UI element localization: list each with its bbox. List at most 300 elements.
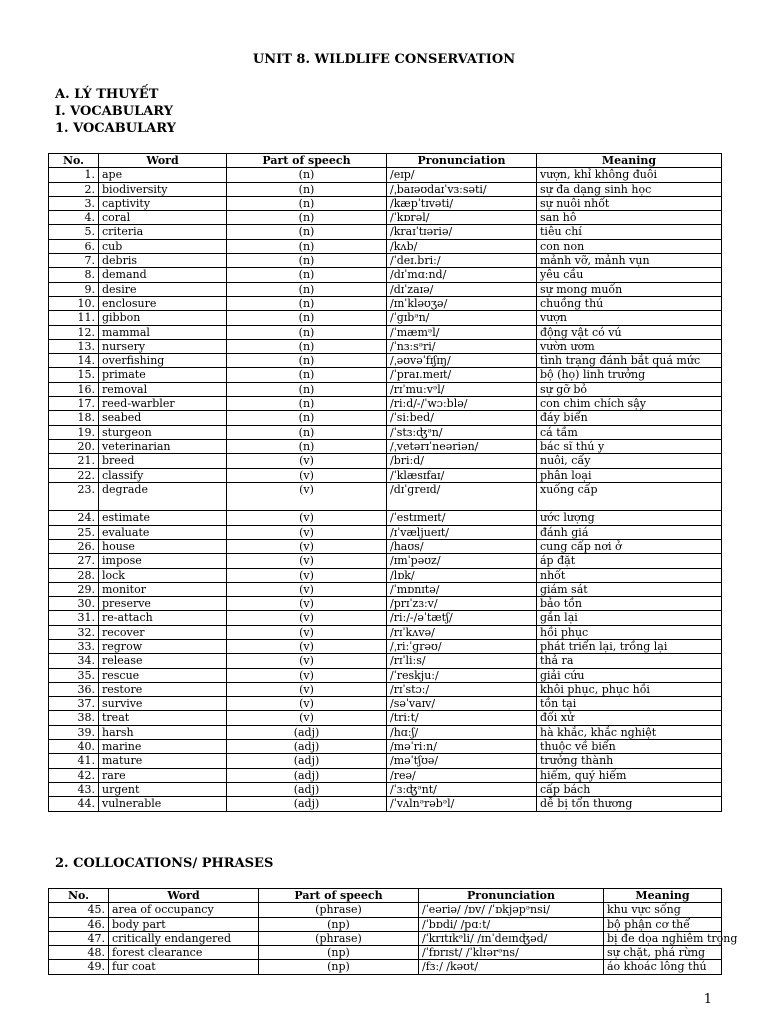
cell-word: biodiversity	[99, 182, 227, 196]
cell-pronunciation: /prɪˈzɜːv/	[387, 597, 537, 611]
table-row	[49, 582, 722, 596]
cell-pronunciation: /ˌvetərɪˈneəriən/	[387, 439, 537, 453]
cell-meaning: bị đe dọa nghiêm trọng	[604, 931, 722, 945]
table-row	[49, 917, 722, 931]
cell-word: debris	[99, 254, 227, 268]
cell-pronunciation: /ˈmɒnɪtə/	[387, 582, 537, 596]
cell-pronunciation: /dɪˈmɑːnd/	[387, 268, 537, 282]
cell-word: desire	[99, 282, 227, 296]
cell-meaning: vượn, khỉ không đuôi	[537, 168, 722, 182]
cell-no: 9.	[49, 282, 99, 296]
cell-meaning: sự mong muốn	[537, 282, 722, 296]
cell-pronunciation: /məˈriːn/	[387, 740, 537, 754]
cell-meaning: yêu cầu	[537, 268, 722, 282]
cell-meaning: bảo tồn	[537, 597, 722, 611]
cell-no: 34.	[49, 654, 99, 668]
header-meaning: Meaning	[537, 154, 722, 168]
cell-part-of-speech: (adj)	[227, 768, 387, 782]
table-row	[49, 296, 722, 310]
table-row	[49, 182, 722, 196]
cell-word: body part	[109, 917, 259, 931]
cell-no: 42.	[49, 768, 99, 782]
header-no: No.	[49, 889, 109, 903]
cell-part-of-speech: (n)	[227, 382, 387, 396]
cell-no: 7.	[49, 254, 99, 268]
cell-pronunciation: /ˈɜːʤᵊnt/	[387, 782, 537, 796]
cell-part-of-speech: (v)	[227, 611, 387, 625]
cell-part-of-speech: (v)	[227, 711, 387, 725]
cell-meaning: trưởng thành	[537, 754, 722, 768]
cell-pronunciation: /briːd/	[387, 454, 537, 468]
cell-no: 26.	[49, 539, 99, 553]
vocabulary-table	[48, 153, 722, 812]
page-number: 1	[703, 992, 712, 1007]
cell-pronunciation: /ˈbɒdi/ /pɑːt/	[419, 917, 604, 931]
table-row	[49, 354, 722, 368]
cell-pronunciation: /ˈeəriə/ /ɒv/ /ˈɒkjəpᵊnsi/	[419, 903, 604, 917]
cell-part-of-speech: (v)	[227, 668, 387, 682]
cell-part-of-speech: (np)	[259, 946, 419, 960]
cell-no: 31.	[49, 611, 99, 625]
cell-part-of-speech: (n)	[227, 311, 387, 325]
table-row	[49, 339, 722, 353]
table-header-row	[49, 889, 722, 903]
cell-pronunciation: /ˈnɜːsᵊri/	[387, 339, 537, 353]
cell-word: overfishing	[99, 354, 227, 368]
cell-meaning: cung cấp nơi ở	[537, 539, 722, 553]
cell-pronunciation: /ˈfɒrɪst/ /ˈklɪərᵊns/	[419, 946, 604, 960]
cell-word: lock	[99, 568, 227, 582]
cell-pronunciation: /ˌbaɪəʊdaɪˈvɜːsəti/	[387, 182, 537, 196]
table-row	[49, 640, 722, 654]
cell-word: demand	[99, 268, 227, 282]
cell-meaning: cấp bách	[537, 782, 722, 796]
table-row	[49, 368, 722, 382]
table-row	[49, 168, 722, 182]
cell-meaning: gắn lại	[537, 611, 722, 625]
cell-meaning: mảnh vỡ, mảnh vụn	[537, 254, 722, 268]
cell-part-of-speech: (n)	[227, 268, 387, 282]
cell-part-of-speech: (v)	[227, 697, 387, 711]
cell-meaning: vườn ươm	[537, 339, 722, 353]
cell-pronunciation: /ˌriːˈɡrəʊ/	[387, 640, 537, 654]
cell-word: enclosure	[99, 296, 227, 310]
cell-no: 22.	[49, 468, 99, 482]
cell-no: 43.	[49, 782, 99, 796]
cell-part-of-speech: (v)	[227, 582, 387, 596]
cell-no: 32.	[49, 625, 99, 639]
table-row	[49, 668, 722, 682]
cell-word: rescue	[99, 668, 227, 682]
table-row	[49, 740, 722, 754]
cell-meaning: sự chặt, phá rừng	[604, 946, 722, 960]
cell-part-of-speech: (n)	[227, 282, 387, 296]
cell-part-of-speech: (v)	[227, 468, 387, 482]
cell-part-of-speech: (v)	[227, 682, 387, 696]
cell-meaning: thuộc về biển	[537, 740, 722, 754]
cell-part-of-speech: (v)	[227, 454, 387, 468]
cell-word: regrow	[99, 640, 227, 654]
cell-part-of-speech: (n)	[227, 254, 387, 268]
cell-part-of-speech: (v)	[227, 640, 387, 654]
table-header-row	[49, 154, 722, 168]
cell-meaning: đối xử	[537, 711, 722, 725]
cell-no: 18.	[49, 411, 99, 425]
cell-word: preserve	[99, 597, 227, 611]
cell-pronunciation: /səˈvaɪv/	[387, 697, 537, 711]
cell-no: 10.	[49, 296, 99, 310]
cell-part-of-speech: (v)	[227, 625, 387, 639]
cell-meaning: hồi phục	[537, 625, 722, 639]
cell-no: 6.	[49, 239, 99, 253]
cell-part-of-speech: (n)	[227, 239, 387, 253]
cell-meaning: khôi phục, phục hồi	[537, 682, 722, 696]
cell-no: 46.	[49, 917, 109, 931]
cell-part-of-speech: (n)	[227, 296, 387, 310]
cell-word: veterinarian	[99, 439, 227, 453]
cell-pronunciation: /ˈkrɪtɪkᵊli/ /ɪnˈdeɪnʤəd/	[419, 931, 604, 945]
table-row	[49, 211, 722, 225]
cell-meaning: con non	[537, 239, 722, 253]
cell-no: 28.	[49, 568, 99, 582]
cell-part-of-speech: (n)	[227, 354, 387, 368]
cell-word: criteria	[99, 225, 227, 239]
cell-meaning: đáy biển	[537, 411, 722, 425]
cell-pronunciation: /dɪˈzaɪə/	[387, 282, 537, 296]
cell-meaning: sự đa dạng sinh học	[537, 182, 722, 196]
table-row	[49, 411, 722, 425]
cell-meaning: bác sĩ thú y	[537, 439, 722, 453]
cell-no: 14.	[49, 354, 99, 368]
table-row	[49, 439, 722, 453]
table-row	[49, 711, 722, 725]
cell-part-of-speech: (n)	[227, 397, 387, 411]
cell-part-of-speech: (v)	[227, 554, 387, 568]
cell-part-of-speech: (n)	[227, 325, 387, 339]
cell-pronunciation: /məˈtʃʊə/	[387, 754, 537, 768]
cell-pronunciation: /ˈestɪmeɪt/	[387, 511, 537, 525]
table-row	[49, 525, 722, 539]
cell-word: vulnerable	[99, 797, 227, 811]
table-row	[49, 311, 722, 325]
cell-part-of-speech: (v)	[227, 482, 387, 511]
cell-no: 20.	[49, 439, 99, 453]
cell-pronunciation: /ˈɡɪbᵊn/	[387, 311, 537, 325]
cell-no: 33.	[49, 640, 99, 654]
header-meaning: Meaning	[604, 889, 722, 903]
cell-word: critically endangered	[109, 931, 259, 945]
cell-word: estimate	[99, 511, 227, 525]
cell-word: impose	[99, 554, 227, 568]
cell-pronunciation: /rɪˈstɔː/	[387, 682, 537, 696]
cell-word: fur coat	[109, 960, 259, 974]
cell-word: gibbon	[99, 311, 227, 325]
table-row	[49, 196, 722, 210]
cell-meaning: nhốt	[537, 568, 722, 582]
cell-word: rare	[99, 768, 227, 782]
cell-no: 47.	[49, 931, 109, 945]
cell-no: 16.	[49, 382, 99, 396]
cell-word: mammal	[99, 325, 227, 339]
cell-no: 11.	[49, 311, 99, 325]
cell-no: 25.	[49, 525, 99, 539]
cell-no: 44.	[49, 797, 99, 811]
cell-pronunciation: /eɪp/	[387, 168, 537, 182]
table-row	[49, 797, 722, 811]
cell-no: 45.	[49, 903, 109, 917]
cell-no: 38.	[49, 711, 99, 725]
table-row	[49, 903, 722, 917]
cell-word: evaluate	[99, 525, 227, 539]
cell-part-of-speech: (n)	[227, 182, 387, 196]
cell-word: nursery	[99, 339, 227, 353]
cell-no: 13.	[49, 339, 99, 353]
cell-pronunciation: /kraɪˈtɪəriə/	[387, 225, 537, 239]
cell-word: cub	[99, 239, 227, 253]
cell-word: restore	[99, 682, 227, 696]
cell-meaning: giám sát	[537, 582, 722, 596]
cell-pronunciation: /ɪmˈpəʊz/	[387, 554, 537, 568]
table-row	[49, 682, 722, 696]
header-word: Word	[99, 154, 227, 168]
table-row	[49, 725, 722, 739]
cell-meaning: đánh giá	[537, 525, 722, 539]
table-row	[49, 382, 722, 396]
cell-part-of-speech: (v)	[227, 597, 387, 611]
cell-no: 4.	[49, 211, 99, 225]
cell-word: forest clearance	[109, 946, 259, 960]
cell-meaning: nuôi, cấy	[537, 454, 722, 468]
cell-no: 23.	[49, 482, 99, 511]
cell-meaning: cá tầm	[537, 425, 722, 439]
cell-no: 19.	[49, 425, 99, 439]
cell-part-of-speech: (adj)	[227, 797, 387, 811]
cell-part-of-speech: (v)	[227, 654, 387, 668]
table-row	[49, 625, 722, 639]
table-row	[49, 654, 722, 668]
cell-no: 8.	[49, 268, 99, 282]
cell-word: sturgeon	[99, 425, 227, 439]
cell-pronunciation: /ˈmæmᵊl/	[387, 325, 537, 339]
table-row	[49, 239, 722, 253]
cell-meaning: phát triển lại, trồng lại	[537, 640, 722, 654]
cell-part-of-speech: (n)	[227, 411, 387, 425]
cell-part-of-speech: (n)	[227, 339, 387, 353]
cell-word: area of occupancy	[109, 903, 259, 917]
cell-part-of-speech: (adj)	[227, 725, 387, 739]
section-i-heading: I. VOCABULARY	[55, 104, 173, 119]
cell-part-of-speech: (adj)	[227, 782, 387, 796]
table-row	[49, 254, 722, 268]
header-no: No.	[49, 154, 99, 168]
section-1-heading: 1. VOCABULARY	[55, 121, 176, 136]
cell-no: 27.	[49, 554, 99, 568]
cell-pronunciation: /rɪˈkʌvə/	[387, 625, 537, 639]
cell-meaning: sự nuôi nhốt	[537, 196, 722, 210]
cell-part-of-speech: (np)	[259, 960, 419, 974]
cell-meaning: ước lượng	[537, 511, 722, 525]
cell-word: urgent	[99, 782, 227, 796]
table-row	[49, 397, 722, 411]
cell-part-of-speech: (v)	[227, 511, 387, 525]
cell-part-of-speech: (n)	[227, 225, 387, 239]
cell-pronunciation: /ˈkɒrəl/	[387, 211, 537, 225]
cell-no: 17.	[49, 397, 99, 411]
cell-pronunciation: /ˈpraɪ.meɪt/	[387, 368, 537, 382]
cell-pronunciation: /ɪnˈkləʊʒə/	[387, 296, 537, 310]
header-pronunciation: Pronunciation	[419, 889, 604, 903]
table-row	[49, 454, 722, 468]
cell-pronunciation: /ˌəʊvəˈfɪʃɪŋ/	[387, 354, 537, 368]
cell-word: captivity	[99, 196, 227, 210]
cell-no: 41.	[49, 754, 99, 768]
table-row	[49, 554, 722, 568]
cell-part-of-speech: (n)	[227, 368, 387, 382]
table-row	[49, 946, 722, 960]
table-row	[49, 225, 722, 239]
table-row	[49, 931, 722, 945]
cell-part-of-speech: (phrase)	[259, 931, 419, 945]
cell-pronunciation: /kʌb/	[387, 239, 537, 253]
table-row	[49, 268, 722, 282]
cell-pronunciation: /ˈsiːbed/	[387, 411, 537, 425]
header-pronunciation: Pronunciation	[387, 154, 537, 168]
cell-pronunciation: /lɒk/	[387, 568, 537, 582]
cell-pronunciation: /ˈklæsɪfaɪ/	[387, 468, 537, 482]
cell-word: seabed	[99, 411, 227, 425]
cell-meaning: chuồng thú	[537, 296, 722, 310]
cell-part-of-speech: (np)	[259, 917, 419, 931]
cell-no: 37.	[49, 697, 99, 711]
cell-no: 12.	[49, 325, 99, 339]
cell-word: re-attach	[99, 611, 227, 625]
cell-part-of-speech: (adj)	[227, 754, 387, 768]
cell-part-of-speech: (n)	[227, 168, 387, 182]
cell-part-of-speech: (n)	[227, 196, 387, 210]
cell-meaning: hà khắc, khắc nghiệt	[537, 725, 722, 739]
cell-part-of-speech: (v)	[227, 539, 387, 553]
cell-meaning: tồn tại	[537, 697, 722, 711]
cell-part-of-speech: (v)	[227, 568, 387, 582]
cell-word: coral	[99, 211, 227, 225]
cell-meaning: thả ra	[537, 654, 722, 668]
cell-word: monitor	[99, 582, 227, 596]
cell-word: degrade	[99, 482, 227, 511]
cell-word: removal	[99, 382, 227, 396]
cell-meaning: khu vực sống	[604, 903, 722, 917]
cell-meaning: vượn	[537, 311, 722, 325]
cell-no: 5.	[49, 225, 99, 239]
cell-word: release	[99, 654, 227, 668]
cell-meaning: con chim chích sậy	[537, 397, 722, 411]
cell-no: 15.	[49, 368, 99, 382]
table-row	[49, 697, 722, 711]
cell-pronunciation: /hɑːʃ/	[387, 725, 537, 739]
table-row	[49, 960, 722, 974]
cell-word: marine	[99, 740, 227, 754]
page-title: UNIT 8. WILDLIFE CONSERVATION	[252, 52, 516, 67]
table-row	[49, 611, 722, 625]
cell-meaning: động vật có vú	[537, 325, 722, 339]
cell-part-of-speech: (n)	[227, 439, 387, 453]
cell-meaning: hiếm, quý hiếm	[537, 768, 722, 782]
cell-pronunciation: /rɪˈmuːvᵊl/	[387, 382, 537, 396]
cell-pronunciation: /ˈstɜːʤᵊn/	[387, 425, 537, 439]
cell-word: recover	[99, 625, 227, 639]
cell-no: 36.	[49, 682, 99, 696]
cell-part-of-speech: (adj)	[227, 740, 387, 754]
cell-word: harsh	[99, 725, 227, 739]
cell-pronunciation: /riː/-/əˈtætʃ/	[387, 611, 537, 625]
cell-part-of-speech: (v)	[227, 525, 387, 539]
cell-meaning: san hô	[537, 211, 722, 225]
cell-meaning: phân loại	[537, 468, 722, 482]
cell-pronunciation: /dɪˈɡreɪd/	[387, 482, 537, 511]
cell-no: 3.	[49, 196, 99, 210]
cell-meaning: áo khoác lông thú	[604, 960, 722, 974]
cell-meaning: dễ bị tổn thương	[537, 797, 722, 811]
cell-no: 2.	[49, 182, 99, 196]
table-row	[49, 482, 722, 511]
table-row	[49, 539, 722, 553]
table-row	[49, 782, 722, 796]
cell-meaning: sự gỡ bỏ	[537, 382, 722, 396]
cell-part-of-speech: (n)	[227, 425, 387, 439]
cell-no: 21.	[49, 454, 99, 468]
cell-meaning: bộ (họ) linh trưởng	[537, 368, 722, 382]
table-row	[49, 768, 722, 782]
cell-part-of-speech: (phrase)	[259, 903, 419, 917]
header-part-of-speech: Part of speech	[227, 154, 387, 168]
vocabulary-table-body	[49, 168, 722, 811]
table-row	[49, 597, 722, 611]
cell-pronunciation: /ˈdeɪ.briː/	[387, 254, 537, 268]
table-row	[49, 568, 722, 582]
table-row	[49, 425, 722, 439]
cell-word: reed-warbler	[99, 397, 227, 411]
cell-no: 39.	[49, 725, 99, 739]
cell-pronunciation: /haʊs/	[387, 539, 537, 553]
cell-no: 1.	[49, 168, 99, 182]
cell-meaning: tình trạng đánh bắt quá mức	[537, 354, 722, 368]
cell-no: 40.	[49, 740, 99, 754]
table-row	[49, 754, 722, 768]
cell-word: ape	[99, 168, 227, 182]
cell-no: 30.	[49, 597, 99, 611]
collocations-table	[48, 888, 738, 975]
cell-word: primate	[99, 368, 227, 382]
cell-word: mature	[99, 754, 227, 768]
header-word: Word	[109, 889, 259, 903]
cell-pronunciation: /rɪˈliːs/	[387, 654, 537, 668]
cell-word: classify	[99, 468, 227, 482]
cell-word: breed	[99, 454, 227, 468]
cell-pronunciation: /ˈreskjuː/	[387, 668, 537, 682]
cell-meaning: tiêu chí	[537, 225, 722, 239]
table-row	[49, 511, 722, 525]
cell-part-of-speech: (n)	[227, 211, 387, 225]
cell-meaning: bộ phận cơ thể	[604, 917, 722, 931]
cell-meaning: xuống cấp	[537, 482, 722, 511]
cell-pronunciation: /ɪˈvæljueɪt/	[387, 525, 537, 539]
cell-meaning: giải cứu	[537, 668, 722, 682]
cell-word: treat	[99, 711, 227, 725]
cell-word: house	[99, 539, 227, 553]
cell-meaning: áp đặt	[537, 554, 722, 568]
cell-pronunciation: /kæpˈtɪvəti/	[387, 196, 537, 210]
collocations-table-body	[49, 903, 738, 974]
cell-pronunciation: /reə/	[387, 768, 537, 782]
